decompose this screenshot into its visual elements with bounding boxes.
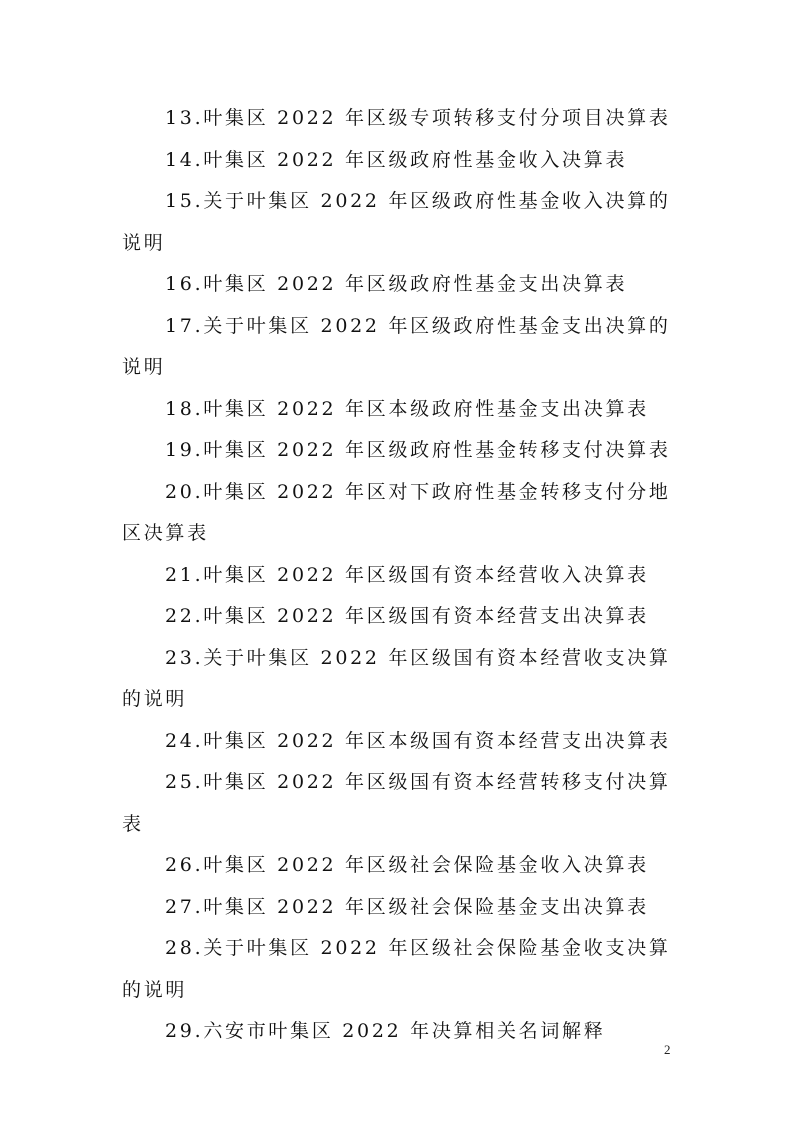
toc-item-20: 20.叶集区 2022 年区对下政府性基金转移支付分地区决算表 [122, 480, 671, 544]
toc-item-18: 18.叶集区 2022 年区本级政府性基金支出决算表 [165, 397, 649, 420]
toc-item-13: 13.叶集区 2022 年区级专项转移支付分项目决算表 [165, 107, 671, 129]
toc-item-28: 28.关于叶集区 2022 年区级社会保险基金收支决算的说明 [122, 937, 671, 1001]
toc-item-24: 24.叶集区 2022 年区本级国有资本经营支出决算表 [165, 729, 671, 752]
toc-item-14: 14.叶集区 2022 年区级政府性基金收入决算表 [165, 148, 628, 171]
toc-item-26: 26.叶集区 2022 年区级社会保险基金收入决算表 [165, 854, 649, 876]
table-of-contents [122, 98, 678, 1053]
toc-item-17: 17.关于叶集区 2022 年区级政府性基金支出决算的说明 [122, 314, 671, 378]
toc-item-15: 15.关于叶集区 2022 年区级政府性基金收入决算的说明 [122, 190, 671, 254]
toc-item-21: 21.叶集区 2022 年区级国有资本经营收入决算表 [165, 563, 649, 586]
toc-item-25: 25.叶集区 2022 年区级国有资本经营转移支付决算表 [122, 771, 671, 835]
toc-item-27: 27.叶集区 2022 年区级社会保险基金支出决算表 [165, 895, 649, 918]
toc-item-19: 19.叶集区 2022 年区级政府性基金转移支付决算表 [165, 439, 671, 461]
page-number: 2 [664, 1042, 671, 1057]
toc-item-29: 29.六安市叶集区 2022 年决算相关名词解释 [165, 1020, 606, 1042]
toc-item-23: 23.关于叶集区 2022 年区级国有资本经营收支决算的说明 [122, 646, 671, 710]
toc-item-22: 22.叶集区 2022 年区级国有资本经营支出决算表 [165, 605, 649, 627]
toc-item-16: 16.叶集区 2022 年区级政府性基金支出决算表 [165, 273, 628, 295]
